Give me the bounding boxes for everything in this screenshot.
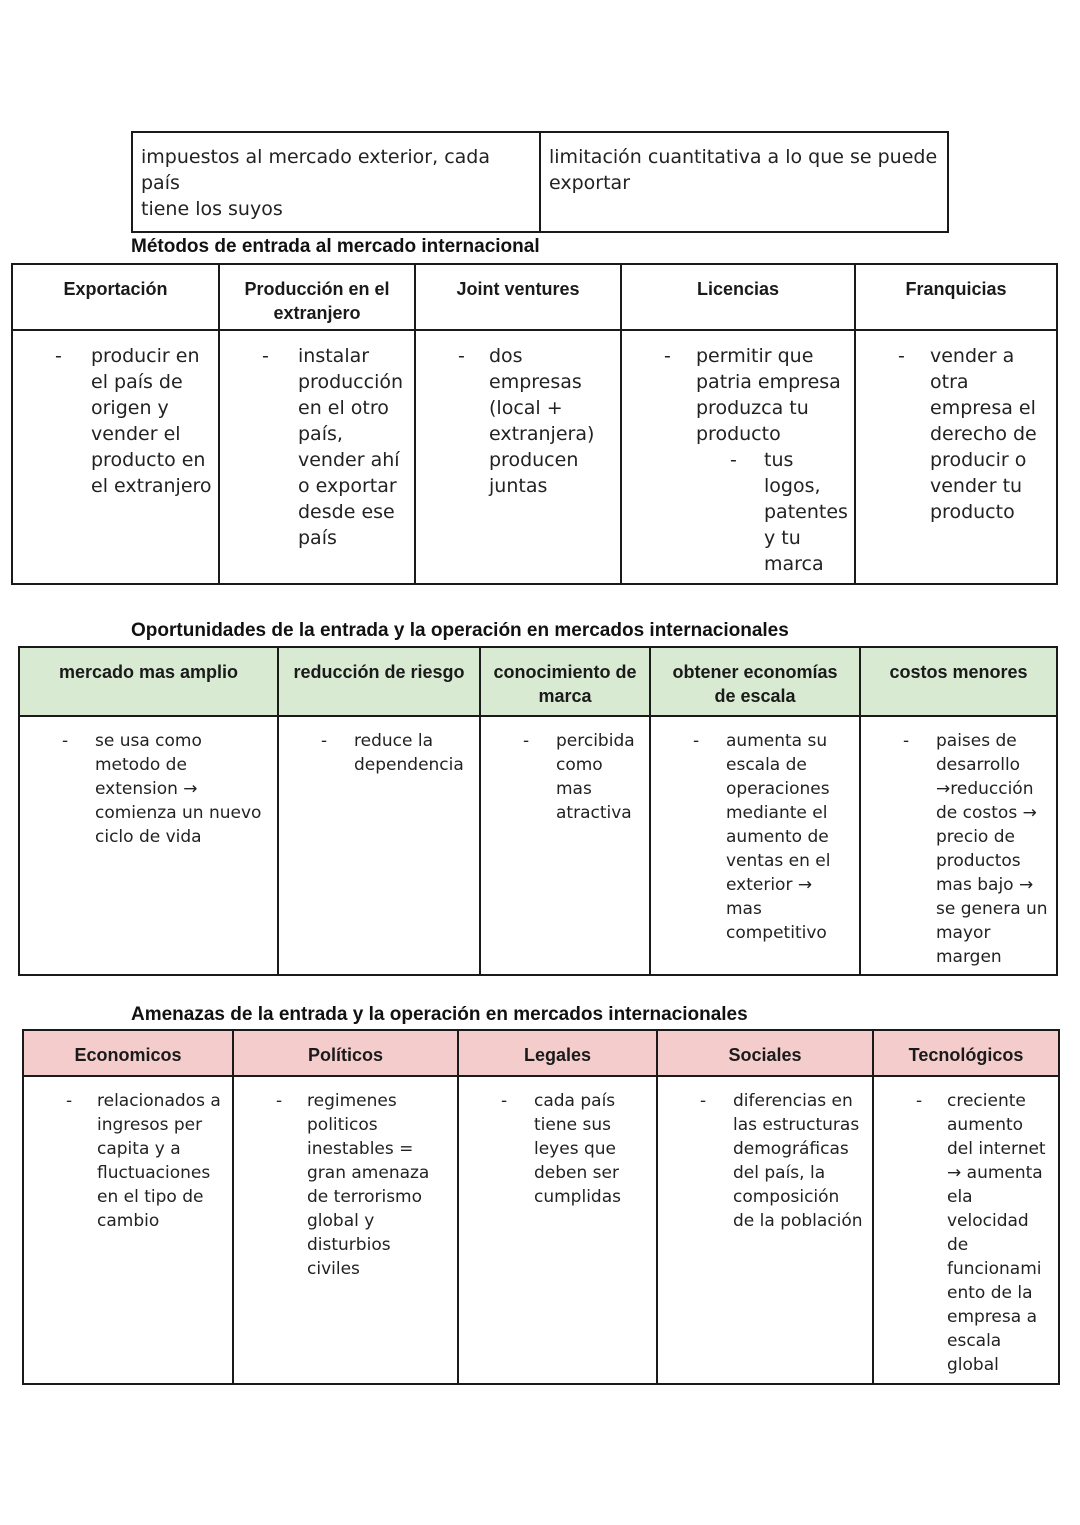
bullet-dash: - <box>700 1091 707 1111</box>
table-cell <box>657 1076 873 1384</box>
thr-header-legales: Legales <box>458 1030 657 1076</box>
methods-header-licencias: Licencias <box>621 264 855 330</box>
table-cell <box>540 132 948 232</box>
cell-text: instalar producción en el otro país, vender ahí o exportar desde ese país <box>298 345 404 549</box>
table-cell <box>855 330 1057 584</box>
bullet-dash: - <box>262 345 269 367</box>
opp-header-riesgo: reducción de riesgo <box>278 647 480 716</box>
table-cell <box>873 1076 1059 1384</box>
methods-table <box>11 263 1058 585</box>
table-row <box>12 330 1057 584</box>
cell-text: permitir que patria empresa produzca tu producto <box>696 345 841 445</box>
cell-text: producir en el país de origen y vender el producto en el extranjero <box>91 345 212 497</box>
table-cell <box>458 1076 657 1384</box>
cell-text: cada país tiene sus leyes que deben ser cumplidas <box>534 1091 621 1207</box>
thr-header-sociales: Sociales <box>657 1030 873 1076</box>
opportunities-table <box>18 646 1058 976</box>
table-cell <box>860 716 1057 975</box>
opportunities-heading: Oportunidades de la entrada y la operación en mercados internacionales <box>131 620 789 641</box>
opp-header-costos: costos menores <box>860 647 1057 716</box>
cell-text: impuestos al mercado exterior, cada país tiene los suyos <box>141 146 490 220</box>
table-cell <box>480 716 650 975</box>
cell-text: reduce la dependencia <box>354 731 464 775</box>
cell-text: paises de desarrollo →reducción de costos → precio de productos mas bajo → se genera un mayor margen <box>936 731 1048 967</box>
bullet-dash: - <box>916 1091 923 1111</box>
cell-text: vender a otra empresa el derecho de producir o vender tu producto <box>930 345 1037 523</box>
bullet-dash: - <box>664 345 671 367</box>
sub-bullet-dash: - <box>730 449 737 471</box>
threats-heading: Amenazas de la entrada y la operación en mercados internacionales <box>131 1004 748 1025</box>
table-cell <box>19 716 278 975</box>
bullet-dash: - <box>55 345 62 367</box>
table-header-row <box>12 264 1057 330</box>
methods-header-produccion: Producción en el extranjero <box>219 264 415 330</box>
bullet-dash: - <box>458 345 465 367</box>
thr-header-politicos: Políticos <box>233 1030 458 1076</box>
cell-text: aumenta su escala de operaciones mediante el aumento de ventas en el exterior → mas competitivo <box>726 731 831 943</box>
thr-header-economicos: Economicos <box>23 1030 233 1076</box>
table-row <box>132 132 948 232</box>
cell-text: dos empresas (local + extranjera) producen juntas <box>489 345 595 497</box>
table-cell <box>219 330 415 584</box>
table-cell <box>233 1076 458 1384</box>
table-cell <box>132 132 540 232</box>
bullet-dash: - <box>523 731 530 751</box>
threats-table <box>22 1029 1060 1385</box>
bullet-dash: - <box>903 731 910 751</box>
thr-header-tecnologicos: Tecnológicos <box>873 1030 1059 1076</box>
table-row <box>19 716 1057 975</box>
top-table <box>131 131 949 233</box>
methods-header-joint-ventures: Joint ventures <box>415 264 621 330</box>
bullet-dash: - <box>898 345 905 367</box>
table-header-row <box>23 1030 1059 1076</box>
cell-text: se usa como metodo de extension → comienza un nuevo ciclo de vida <box>95 731 262 847</box>
methods-header-exportacion: Exportación <box>12 264 219 330</box>
bullet-dash: - <box>276 1091 283 1111</box>
table-row <box>23 1076 1059 1384</box>
bullet-dash: - <box>62 731 69 751</box>
table-cell <box>23 1076 233 1384</box>
bullet-dash: - <box>693 731 700 751</box>
table-header-row <box>19 647 1057 716</box>
methods-header-franquicias: Franquicias <box>855 264 1057 330</box>
table-cell <box>278 716 480 975</box>
bullet-dash: - <box>66 1091 73 1111</box>
bullet-dash: - <box>501 1091 508 1111</box>
cell-text: limitación cuantitativa a lo que se puede exportar <box>549 146 938 194</box>
table-cell <box>650 716 860 975</box>
table-cell <box>621 330 855 584</box>
cell-text: regimenes politicos inestables = gran amenaza de terrorismo global y disturbios civiles <box>307 1091 430 1279</box>
bullet-dash: - <box>321 731 328 751</box>
cell-text: relacionados a ingresos per capita y a fluctuaciones en el tipo de cambio <box>97 1091 221 1231</box>
cell-text: diferencias en las estructuras demográficas del país, la composición de la población <box>733 1091 863 1231</box>
table-cell <box>12 330 219 584</box>
opp-header-marca: conocimiento de marca <box>480 647 650 716</box>
opp-header-mercado: mercado mas amplio <box>19 647 278 716</box>
cell-text: percibida como mas atractiva <box>556 731 635 823</box>
cell-subtext: tus logos, patentes y tu marca <box>764 449 848 575</box>
methods-heading: Métodos de entrada al mercado internacional <box>131 236 540 257</box>
table-cell <box>415 330 621 584</box>
opp-header-escala: obtener economías de escala <box>650 647 860 716</box>
cell-text: creciente aumento del internet → aumenta ela velocidad de funcionami ento de la empresa a escala global <box>947 1091 1046 1375</box>
